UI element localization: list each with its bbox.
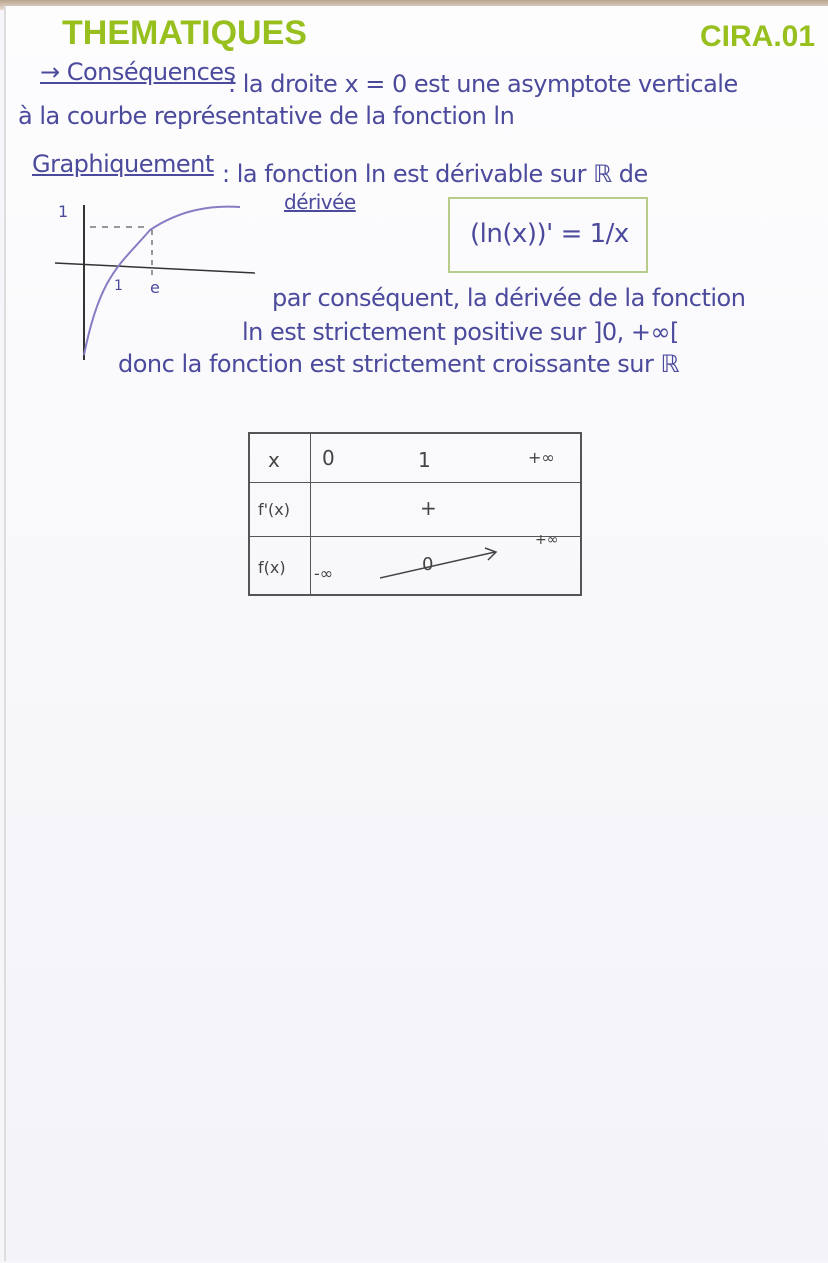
line-4: dérivée: [284, 190, 356, 214]
x-tick-e: e: [150, 278, 160, 297]
paragraph-line-3: donc la fonction est strictement croissante sur ℝ: [118, 350, 679, 378]
consequences-label: → Conséquences: [40, 58, 236, 86]
paragraph-line-1: par conséquent, la dérivée de la fonction: [272, 284, 746, 312]
row-label-f: f(x): [258, 558, 286, 577]
f-value-0: 0: [422, 554, 434, 575]
table-divider: [250, 536, 580, 537]
page-code: CIRA.01: [700, 20, 816, 53]
x-value-1: 1: [418, 448, 431, 472]
x-value-0: 0: [322, 446, 335, 470]
derivative-formula: (ln(x))' = 1/x: [470, 219, 629, 249]
derivative-sign: +: [420, 496, 437, 520]
table-divider: [310, 434, 311, 594]
f-value-plus-inf: +∞: [535, 532, 559, 548]
increasing-arrow: [380, 546, 510, 586]
ln-graph: [40, 195, 270, 375]
paragraph-line-2: ln est strictement positive sur ]0, +∞[: [242, 318, 679, 346]
row-label-fprime: f'(x): [258, 500, 290, 519]
line-3: : la fonction ln est dérivable sur ℝ de: [222, 160, 648, 188]
ln-curve: [84, 207, 240, 355]
variation-table: [248, 432, 582, 596]
y-tick-label: 1: [58, 202, 69, 221]
x-tick-1: 1: [114, 278, 123, 294]
row-label-x: x: [268, 448, 280, 472]
formula-box: [448, 197, 648, 273]
line-2: à la courbe représentative de la fonction ln: [18, 102, 515, 130]
f-value-minus-inf: -∞: [314, 564, 334, 583]
table-divider: [250, 482, 580, 483]
graphiquement-label: Graphiquement: [32, 150, 214, 178]
x-value-inf: +∞: [528, 448, 555, 467]
line-1: : la droite x = 0 est une asymptote verticale: [228, 70, 738, 98]
page-title: THEMATIQUES: [62, 14, 307, 52]
